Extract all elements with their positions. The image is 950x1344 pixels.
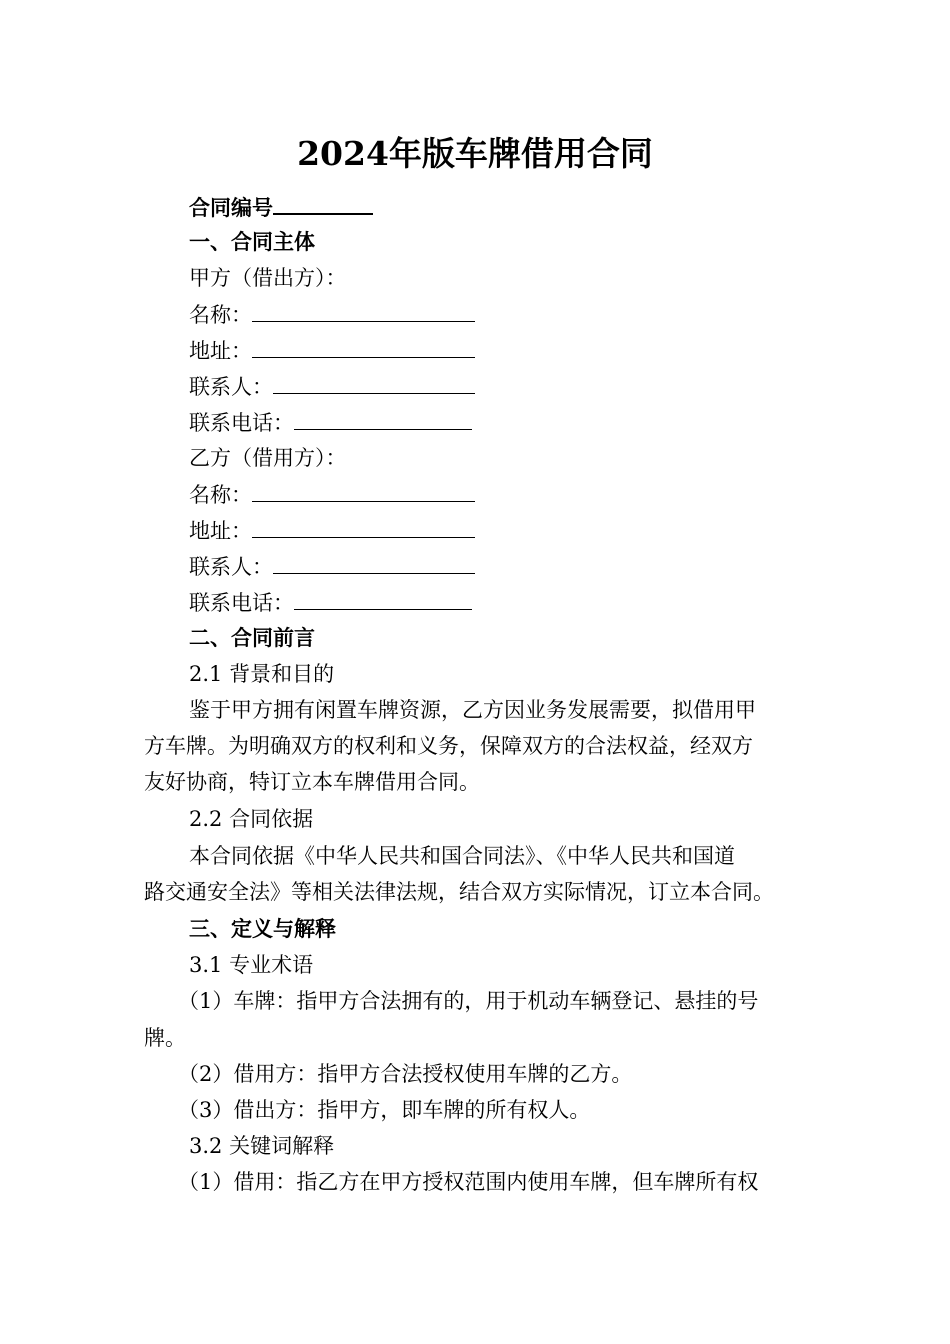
section-heading-2: 二、合同前言 bbox=[189, 626, 315, 650]
party-a-phone-blank bbox=[294, 409, 472, 430]
party-b-contact-blank bbox=[273, 553, 475, 574]
paragraph-2-1-line-2: 方车牌。为明确双方的权利和义务，保障双方的合法权益，经双方 bbox=[144, 734, 753, 758]
paragraph-2-2-line-2: 路交通安全法》等相关法律法规，结合双方实际情况，订立本合同。 bbox=[144, 880, 774, 904]
party-a-name-row bbox=[189, 301, 475, 328]
paragraph-2-1-line-3: 友好协商，特订立本车牌借用合同。 bbox=[144, 770, 480, 794]
party-b-name-row bbox=[189, 481, 475, 508]
party-b-heading: 乙方（借用方）： bbox=[189, 446, 347, 470]
party-a-contact-blank bbox=[273, 373, 475, 394]
contract-number-blank bbox=[273, 193, 373, 215]
party-a-name-label: 名称： bbox=[189, 303, 252, 327]
party-b-address-blank bbox=[252, 517, 475, 538]
subheading-3-1: 3.1 专业术语 bbox=[189, 953, 314, 977]
term-1-line-2: 牌。 bbox=[144, 1026, 186, 1050]
party-a-name-blank bbox=[252, 301, 475, 322]
subheading-3-2: 3.2 关键词解释 bbox=[189, 1134, 335, 1158]
contract-number-row bbox=[189, 193, 373, 221]
party-b-contact-label: 联系人： bbox=[189, 555, 273, 579]
keyword-1-line-1: （1）借用：指乙方在甲方授权范围内使用车牌，但车牌所有权 bbox=[178, 1170, 759, 1194]
document-title: 2024年版车牌借用合同 bbox=[297, 134, 653, 173]
subheading-2-1: 2.1 背景和目的 bbox=[189, 662, 335, 686]
party-a-address-label: 地址： bbox=[189, 339, 252, 363]
party-a-contact-row bbox=[189, 373, 475, 400]
contract-number-label: 合同编号 bbox=[189, 196, 273, 220]
party-a-address-row bbox=[189, 337, 475, 364]
term-2: （2）借用方：指甲方合法授权使用车牌的乙方。 bbox=[178, 1062, 633, 1086]
party-a-heading: 甲方（借出方）： bbox=[189, 266, 347, 290]
party-b-phone-blank bbox=[294, 589, 472, 610]
party-b-name-blank bbox=[252, 481, 475, 502]
section-heading-3: 三、定义与解释 bbox=[189, 917, 336, 941]
party-b-phone-row bbox=[189, 589, 472, 616]
party-a-phone-row bbox=[189, 409, 472, 436]
party-b-name-label: 名称： bbox=[189, 483, 252, 507]
term-1-line-1: （1）车牌：指甲方合法拥有的，用于机动车辆登记、悬挂的号 bbox=[178, 989, 759, 1013]
section-heading-1: 一、合同主体 bbox=[189, 230, 315, 254]
term-3: （3）借出方：指甲方，即车牌的所有权人。 bbox=[178, 1098, 591, 1122]
party-b-contact-row bbox=[189, 553, 475, 580]
party-b-address-label: 地址： bbox=[189, 519, 252, 543]
paragraph-2-1-line-1: 鉴于甲方拥有闲置车牌资源，乙方因业务发展需要，拟借用甲 bbox=[189, 698, 756, 722]
party-a-address-blank bbox=[252, 337, 475, 358]
party-b-phone-label: 联系电话： bbox=[189, 591, 294, 615]
party-a-contact-label: 联系人： bbox=[189, 375, 273, 399]
subheading-2-2: 2.2 合同依据 bbox=[189, 807, 314, 831]
paragraph-2-2-line-1: 本合同依据《中华人民共和国合同法》、《中华人民共和国道 bbox=[189, 844, 735, 868]
party-a-phone-label: 联系电话： bbox=[189, 411, 294, 435]
party-b-address-row bbox=[189, 517, 475, 544]
